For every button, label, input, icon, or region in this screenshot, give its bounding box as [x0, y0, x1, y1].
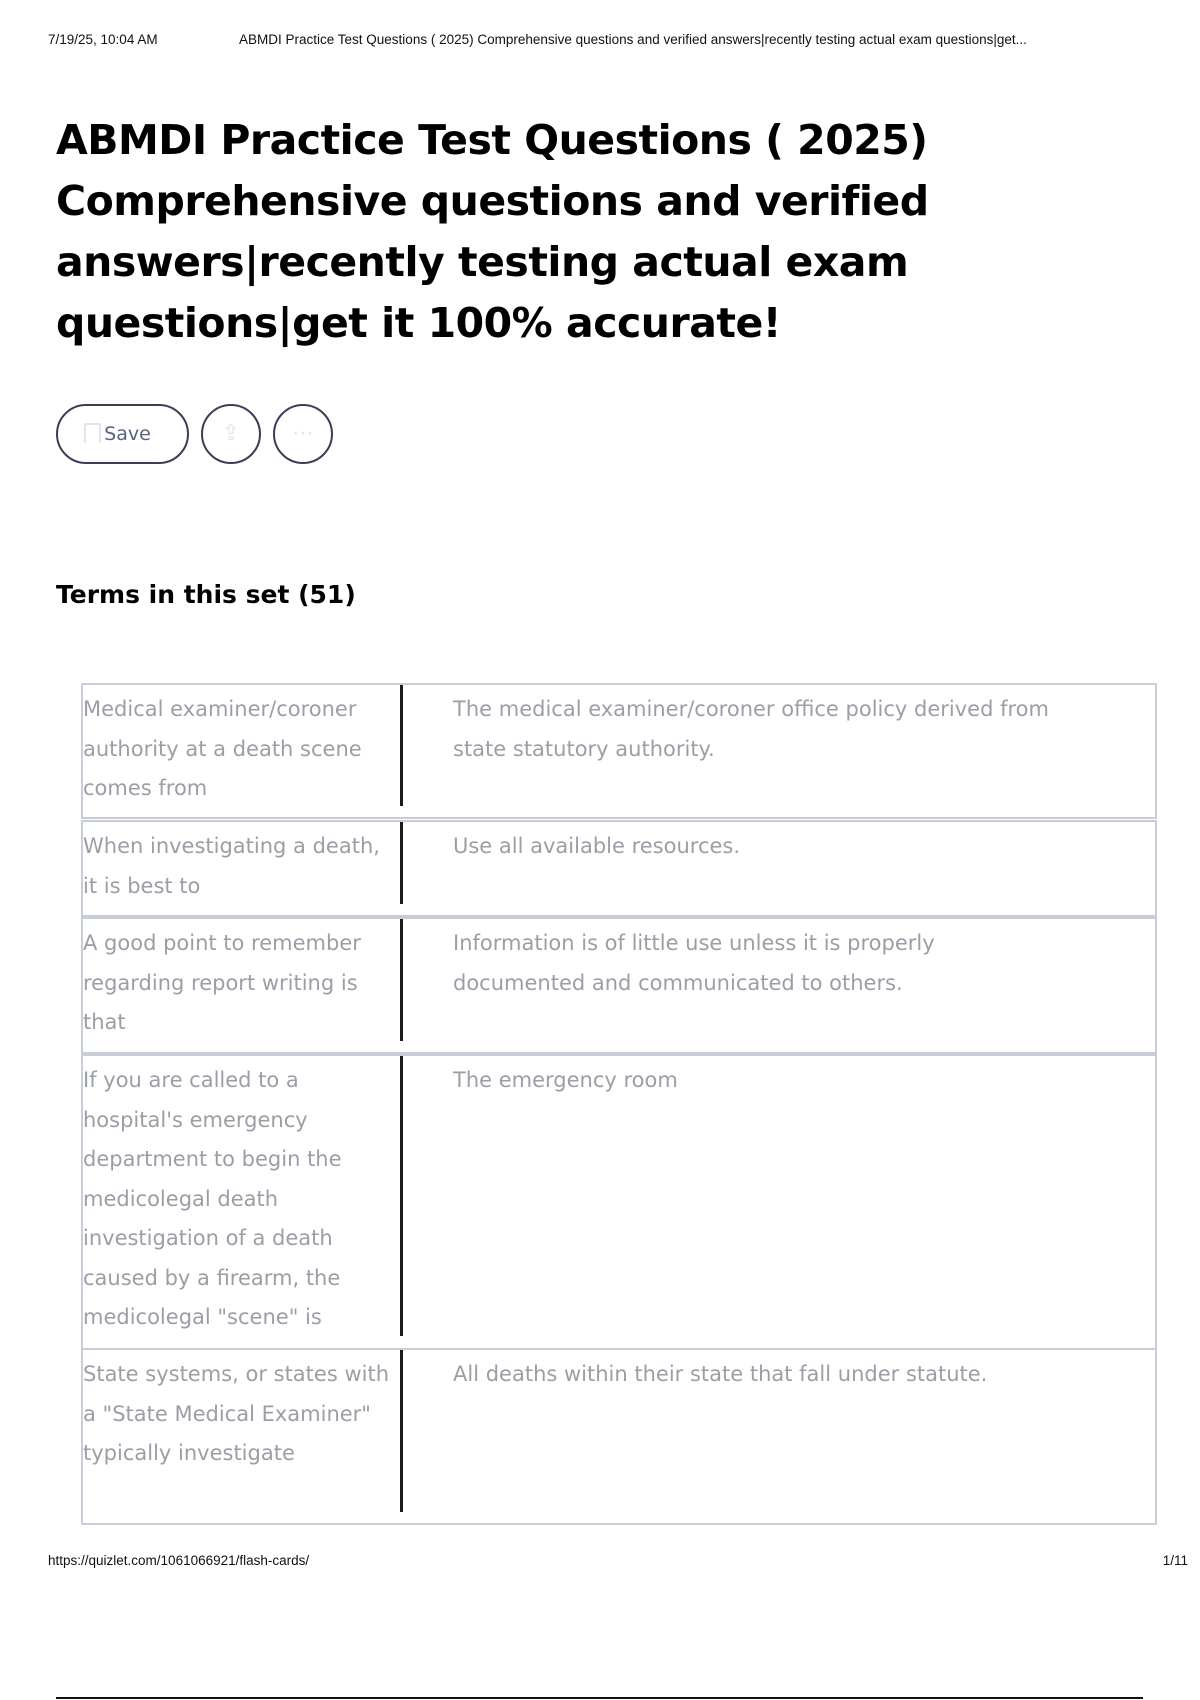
print-footer [48, 1553, 1188, 1573]
print-url: https://quizlet.com/1061066921/flash-cards/ [48, 1553, 310, 1568]
share-icon: ⇪ [221, 421, 241, 446]
page-title: ABMDI Practice Test Questions ( 2025) Comprehensive questions and verified answers|recently testing actual exam questions|get it 100% accurate! [56, 116, 929, 347]
card-definition: Information is of little use unless it is properly documented and communicated to others. [453, 931, 935, 995]
card-term: When investigating a death, it is best to [83, 822, 403, 904]
flashcard-row[interactable] [81, 1054, 1157, 1351]
card-definition: All deaths within their state that fall under statute. [453, 1362, 988, 1386]
print-header [48, 32, 1188, 52]
card-term: Medical examiner/coroner authority at a death scene comes from [83, 685, 403, 806]
card-term: If you are called to a hospital's emergency department to begin the medicolegal death investigation of a death caused by a firearm, the medicolegal "scene" is [83, 1056, 403, 1336]
bookmark-icon [84, 423, 101, 443]
save-label: Save [104, 423, 151, 445]
more-icon: ⋯ [292, 421, 314, 446]
card-term: A good point to remember regarding report writing is that [83, 919, 403, 1041]
print-doc-title: ABMDI Practice Test Questions ( 2025) Comprehensive questions and verified answers|recently testing actual exam questions|get... [239, 32, 1027, 47]
card-definition: Use all available resources. [453, 834, 741, 858]
print-date: 7/19/25, 10:04 AM [48, 32, 158, 47]
card-definition: The medical examiner/coroner office policy derived from state statutory authority. [453, 697, 1049, 761]
card-definition: The emergency room [453, 1068, 678, 1092]
divider [56, 1697, 1143, 1699]
page-number: 1/11 [1162, 1553, 1188, 1568]
share-button[interactable] [201, 404, 261, 464]
more-options-button[interactable] [273, 404, 333, 464]
flashcard-row[interactable] [81, 917, 1157, 1054]
flashcard-row[interactable] [81, 820, 1157, 917]
flashcard-row[interactable] [81, 683, 1157, 819]
card-term: State systems, or states with a "State Medical Examiner" typically investigate [83, 1350, 403, 1512]
terms-heading: Terms in this set (51) [56, 580, 356, 609]
flashcard-row[interactable] [81, 1348, 1157, 1525]
save-button[interactable] [56, 404, 189, 464]
